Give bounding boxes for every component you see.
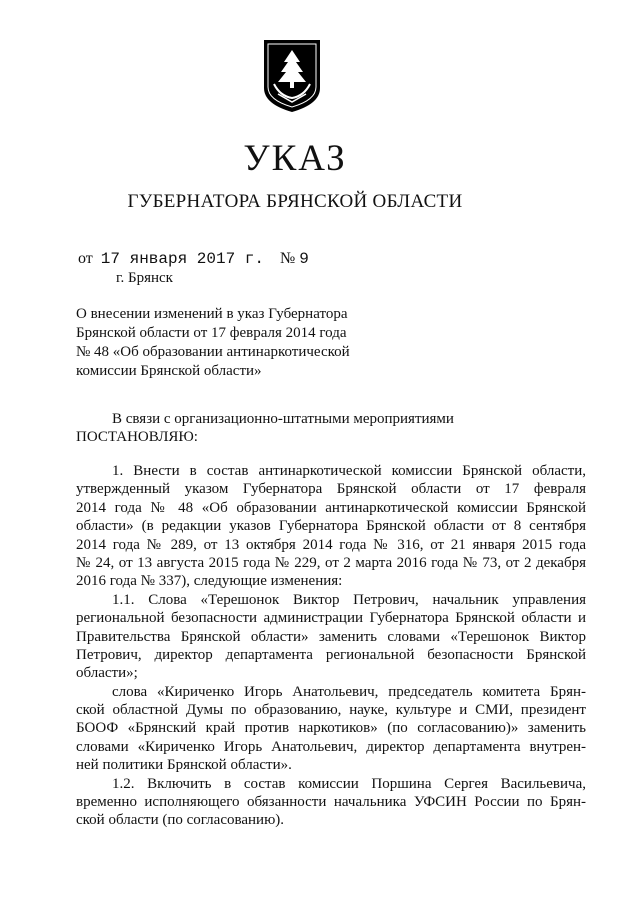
text-line: временно исполняющего обязанности начальника УФСИН России по Брян-	[76, 794, 586, 811]
text-line: области»;	[76, 665, 138, 682]
text-line: 2016 года № 337), следующие изменения:	[76, 573, 343, 590]
text-line: 2014 года № 48 «Об образовании антинаркотической комиссии Брянской	[76, 499, 586, 516]
decree-keyword: ПОСТАНОВЛЯЮ:	[76, 429, 198, 445]
number-sign: №	[280, 250, 296, 267]
text-line: 1. Внести в состав антинаркотической комиссии Брянской области,	[112, 463, 586, 479]
paragraph-1-1-cont	[76, 683, 586, 775]
decree-subject	[76, 305, 396, 381]
text-line: 2014 года № 289, от 13 октября 2014 года № 316, от 21 января 2015 года	[76, 536, 586, 553]
text-line: региональной безопасности администрации Губернатора Брянской области и	[76, 610, 586, 627]
preamble	[76, 410, 566, 446]
date-prefix: от	[78, 250, 93, 267]
dateline	[78, 250, 309, 268]
text-line: № 24, от 13 августа 2015 года № 229, от 2 марта 2016 года № 73, от 2 декабря	[76, 554, 586, 571]
document-title: УКАЗ	[243, 138, 347, 179]
paragraph-1-2	[76, 775, 586, 830]
preamble-text: В связи с организационно-штатными мероприятиями	[112, 411, 454, 427]
text-line: утвержденный указом Губернатора Брянской области от 17 февраля	[76, 481, 586, 498]
text-line: БООФ «Брянский край против наркотиков» (по согласованию)» заменить	[76, 720, 586, 737]
text-line: Правительства Брянской области» заменить словами «Терешонок Виктор	[76, 628, 586, 645]
text-line: Петрович, директор департамента региональной безопасности Брянской	[76, 646, 586, 663]
paragraph-1	[76, 462, 586, 591]
text-line: ней политики Брянской области».	[76, 757, 292, 774]
text-line: ской области (по согласованию).	[76, 812, 285, 829]
text-line: области» (в редакции указов Губернатора Брянской области от 8 сентября	[76, 518, 586, 535]
text-line: 1.2. Включить в состав комиссии Поршина Сергея Васильевича,	[112, 775, 586, 792]
decree-body	[76, 462, 586, 830]
subject-line: комиссии Брянской области»	[76, 363, 262, 379]
text-line: 1.1. Слова «Терешонок Виктор Петрович, начальник управления	[112, 591, 586, 608]
text-line: словами «Кириченко Игорь Анатольевич, директор департамента внутрен-	[76, 738, 586, 755]
coat-of-arms-emblem	[262, 38, 322, 114]
text-line: ской областной Думы по образованию, науке, культуре и СМИ, президент	[76, 702, 586, 719]
subject-line: № 48 «Об образовании антинаркотической	[76, 344, 350, 360]
subject-line: О внесении изменений в указ Губернатора	[76, 306, 348, 322]
paragraph-1-1	[76, 591, 586, 683]
decree-number: 9	[299, 250, 309, 268]
document-subtitle: ГУБЕРНАТОРА БРЯНСКОЙ ОБЛАСТИ	[127, 191, 463, 212]
decree-city: г. Брянск	[116, 270, 173, 286]
text-line: слова «Кириченко Игорь Анатольевич, председатель комитета Брян-	[112, 683, 586, 700]
decree-date: 17 января 2017 г.	[100, 250, 265, 268]
subject-line: Брянской области от 17 февраля 2014 года	[76, 325, 347, 341]
